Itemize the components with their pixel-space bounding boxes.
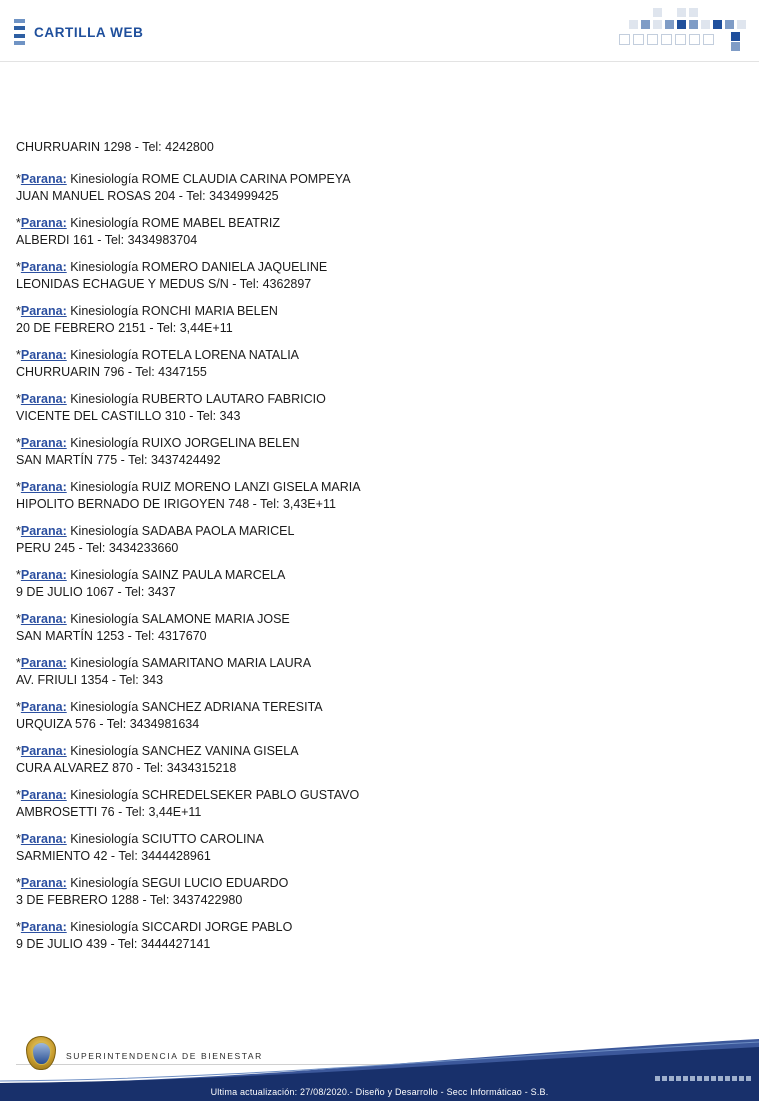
provider-heading	[16, 567, 716, 584]
list-item	[16, 259, 716, 292]
specialty-label: Kinesiología	[66, 700, 142, 714]
bars-logo-icon	[14, 19, 25, 45]
provider-address: PERU 245 - Tel: 3434233660	[16, 540, 179, 555]
provider-name: RONCHI MARIA BELEN	[141, 304, 278, 318]
provider-heading	[16, 259, 716, 276]
provider-heading	[16, 743, 716, 760]
city-link[interactable]: Parana:	[20, 876, 67, 890]
provider-address: CHURRUARIN 796 - Tel: 4347155	[16, 364, 207, 379]
city-link[interactable]: Parana:	[20, 612, 67, 626]
specialty-label: Kinesiología	[66, 788, 142, 802]
specialty-label: Kinesiología	[66, 744, 142, 758]
provider-name: SANCHEZ VANINA GISELA	[141, 744, 299, 758]
provider-heading	[16, 523, 716, 540]
specialty-label: Kinesiología	[66, 568, 142, 582]
provider-name: ROTELA LORENA NATALIA	[141, 348, 300, 362]
entries-container	[16, 171, 716, 952]
provider-heading	[16, 391, 716, 408]
provider-name: ROMERO DANIELA JAQUELINE	[141, 260, 328, 274]
city-link[interactable]: Parana:	[20, 700, 67, 714]
specialty-label: Kinesiología	[66, 876, 142, 890]
list-item	[16, 215, 716, 248]
specialty-label: Kinesiología	[66, 436, 142, 450]
provider-address: SAN MARTÍN 775 - Tel: 3437424492	[16, 452, 221, 467]
page-title: CARTILLA WEB	[34, 24, 144, 40]
specialty-label: Kinesiología	[66, 832, 142, 846]
list-item	[16, 347, 716, 380]
provider-heading	[16, 215, 716, 232]
provider-name: ROME CLAUDIA CARINA POMPEYA	[141, 172, 351, 186]
provider-heading	[16, 303, 716, 320]
provider-heading	[16, 479, 716, 496]
bullet-star: *	[16, 392, 21, 406]
list-item	[16, 919, 716, 952]
provider-heading	[16, 831, 716, 848]
footer-organization: SUPERINTENDENCIA DE BIENESTAR	[66, 1051, 263, 1061]
specialty-label: Kinesiología	[66, 260, 142, 274]
provider-heading	[16, 699, 716, 716]
page-header	[0, 0, 759, 62]
city-link[interactable]: Parana:	[20, 524, 67, 538]
provider-name: SCHREDELSEKER PABLO GUSTAVO	[141, 788, 360, 802]
city-link[interactable]: Parana:	[20, 348, 67, 362]
provider-name: SALAMONE MARIA JOSE	[141, 612, 290, 626]
provider-name: RUBERTO LAUTARO FABRICIO	[141, 392, 326, 406]
footer-dot-grid-icon	[655, 1076, 751, 1081]
city-link[interactable]: Parana:	[20, 744, 67, 758]
city-link[interactable]: Parana:	[20, 172, 67, 186]
provider-heading	[16, 171, 716, 188]
provider-name: SCIUTTO CAROLINA	[141, 832, 264, 846]
provider-address: 9 DE JULIO 1067 - Tel: 3437	[16, 584, 176, 599]
bullet-star: *	[16, 348, 21, 362]
provider-name: SADABA PAOLA MARICEL	[141, 524, 295, 538]
provider-heading	[16, 875, 716, 892]
bullet-star: *	[16, 920, 21, 934]
city-link[interactable]: Parana:	[20, 216, 67, 230]
specialty-label: Kinesiología	[66, 304, 142, 318]
list-item	[16, 435, 716, 468]
city-link[interactable]: Parana:	[20, 832, 67, 846]
provider-address: AV. FRIULI 1354 - Tel: 343	[16, 672, 164, 687]
specialty-label: Kinesiología	[66, 480, 142, 494]
bullet-star: *	[16, 480, 21, 494]
bullet-star: *	[16, 524, 21, 538]
list-item	[16, 655, 716, 688]
city-link[interactable]: Parana:	[20, 656, 67, 670]
provider-address: ALBERDI 161 - Tel: 3434983704	[16, 232, 198, 247]
provider-listing	[16, 140, 716, 963]
provider-name: RUIZ MORENO LANZI GISELA MARIA	[141, 480, 361, 494]
provider-heading	[16, 347, 716, 364]
mosaic-decoration-icon	[619, 8, 749, 52]
provider-address: CURA ALVAREZ 870 - Tel: 3434315218	[16, 760, 237, 775]
provider-name: SEGUI LUCIO EDUARDO	[141, 876, 289, 890]
city-link[interactable]: Parana:	[20, 568, 67, 582]
bullet-star: *	[16, 304, 21, 318]
provider-address: LEONIDAS ECHAGUE Y MEDUS S/N - Tel: 4362897	[16, 276, 312, 291]
specialty-label: Kinesiología	[66, 216, 142, 230]
specialty-label: Kinesiología	[66, 348, 142, 362]
bullet-star: *	[16, 172, 21, 186]
city-link[interactable]: Parana:	[20, 480, 67, 494]
bullet-star: *	[16, 700, 21, 714]
list-item	[16, 171, 716, 204]
provider-address: JUAN MANUEL ROSAS 204 - Tel: 3434999425	[16, 188, 279, 203]
list-item	[16, 391, 716, 424]
list-item	[16, 743, 716, 776]
bullet-star: *	[16, 876, 21, 890]
city-link[interactable]: Parana:	[20, 788, 67, 802]
specialty-label: Kinesiología	[66, 612, 142, 626]
list-item	[16, 699, 716, 732]
list-item	[16, 611, 716, 644]
bullet-star: *	[16, 436, 21, 450]
provider-address: URQUIZA 576 - Tel: 3434981634	[16, 716, 200, 731]
bullet-star: *	[16, 656, 21, 670]
provider-name: ROME MABEL BEATRIZ	[141, 216, 281, 230]
provider-name: RUIXO JORGELINA BELEN	[141, 436, 300, 450]
specialty-label: Kinesiología	[66, 524, 142, 538]
provider-address: SAN MARTÍN 1253 - Tel: 4317670	[16, 628, 207, 643]
page-footer	[0, 1026, 759, 1101]
bullet-star: *	[16, 744, 21, 758]
provider-address: SARMIENTO 42 - Tel: 3444428961	[16, 848, 211, 863]
footer-update-note: Ultima actualización: 27/08/2020.- Diseño y Desarrollo - Secc Informáticao - S.B.	[0, 1083, 759, 1101]
specialty-label: Kinesiología	[66, 392, 142, 406]
list-item	[16, 831, 716, 864]
bullet-star: *	[16, 216, 21, 230]
specialty-label: Kinesiología	[66, 920, 142, 934]
city-link[interactable]: Parana:	[20, 260, 67, 274]
provider-address: 20 DE FEBRERO 2151 - Tel: 3,44E+11	[16, 320, 233, 335]
provider-heading	[16, 655, 716, 672]
list-item	[16, 567, 716, 600]
city-link[interactable]: Parana:	[20, 392, 67, 406]
bullet-star: *	[16, 788, 21, 802]
provider-name: SANCHEZ ADRIANA TERESITA	[141, 700, 323, 714]
footer-swoosh-graphic	[0, 1037, 759, 1083]
bullet-star: *	[16, 612, 21, 626]
specialty-label: Kinesiología	[66, 656, 142, 670]
provider-heading	[16, 787, 716, 804]
provider-name: SAINZ PAULA MARCELA	[141, 568, 286, 582]
provider-address: AMBROSETTI 76 - Tel: 3,44E+11	[16, 804, 202, 819]
provider-address: 3 DE FEBRERO 1288 - Tel: 3437422980	[16, 892, 243, 907]
provider-name: SAMARITANO MARIA LAURA	[141, 656, 312, 670]
bullet-star: *	[16, 260, 21, 274]
continued-address-line: CHURRUARIN 1298 - Tel: 4242800	[16, 140, 214, 154]
provider-heading	[16, 611, 716, 628]
list-item	[16, 479, 716, 512]
bullet-star: *	[16, 832, 21, 846]
city-link[interactable]: Parana:	[20, 436, 67, 450]
list-item	[16, 875, 716, 908]
provider-heading	[16, 919, 716, 936]
list-item	[16, 787, 716, 820]
provider-address: 9 DE JULIO 439 - Tel: 3444427141	[16, 936, 211, 951]
list-item	[16, 303, 716, 336]
city-link[interactable]: Parana:	[20, 920, 67, 934]
brand-area	[14, 19, 143, 45]
provider-heading	[16, 435, 716, 452]
provider-address: HIPOLITO BERNADO DE IRIGOYEN 748 - Tel: 3,43E+11	[16, 496, 336, 511]
provider-address: VICENTE DEL CASTILLO 310 - Tel: 343	[16, 408, 241, 423]
bullet-star: *	[16, 568, 21, 582]
specialty-label: Kinesiología	[66, 172, 142, 186]
city-link[interactable]: Parana:	[20, 304, 67, 318]
provider-name: SICCARDI JORGE PABLO	[141, 920, 293, 934]
list-item	[16, 523, 716, 556]
